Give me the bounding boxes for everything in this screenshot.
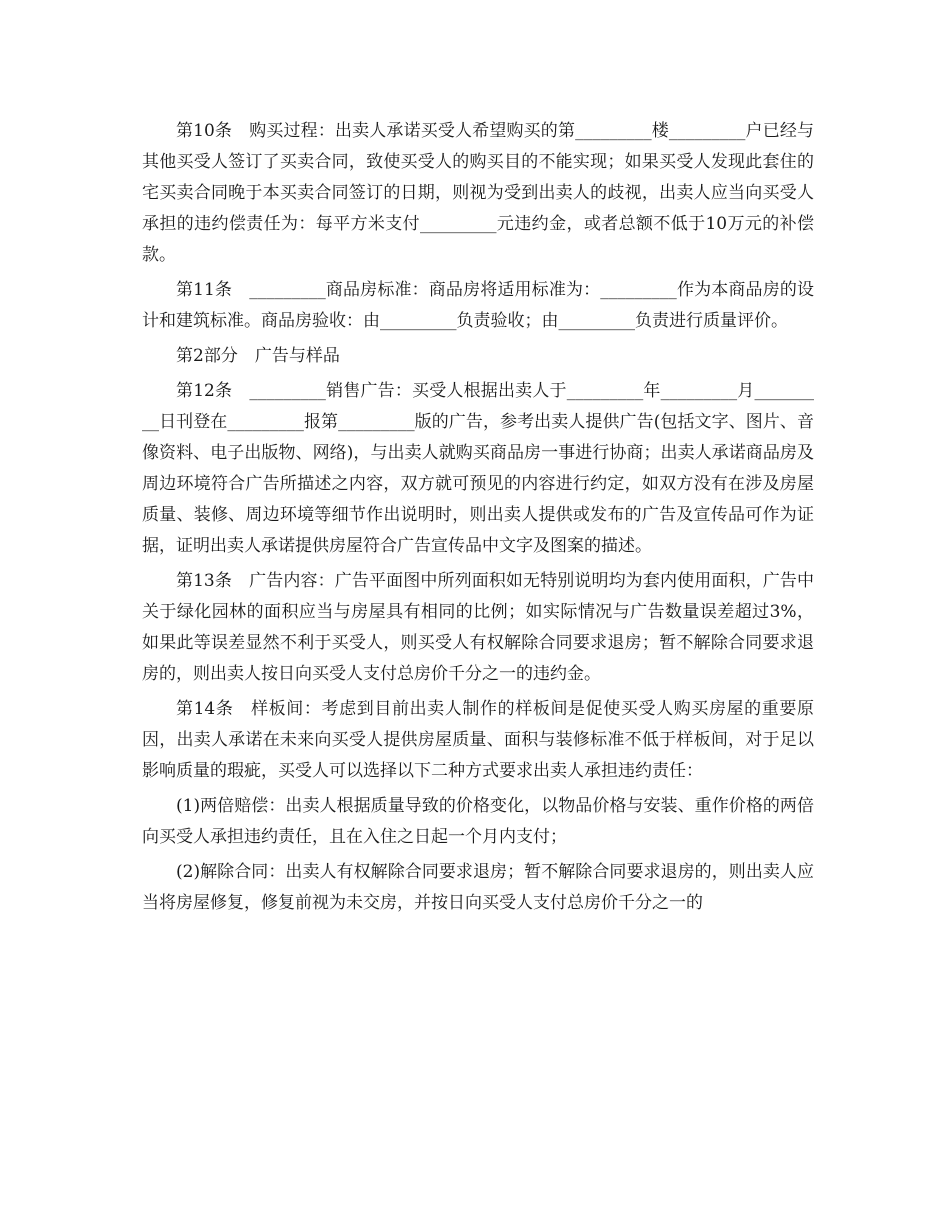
document-page xyxy=(142,116,814,923)
option-2-paragraph: (2)解除合同：出卖人有权解除合同要求退房；暂不解除合同要求退房的，则出卖人应当将房屋修复，修复前视为未交房，并按日向买受人支付总房价千分之一的 xyxy=(142,862,814,913)
clause-10-paragraph: 第10条 购买过程：出卖人承诺买受人希望购买的第_________楼_________户已经与其他买受人签订了买卖合同，致使买受人的购买目的不能实现；如果买受人发现此套住的宅买卖合同晚于本买卖合同签订的日期，则视为受到出卖人的歧视，出卖人应当向买受人承担的违约偿责任为：每平方米支付_________元违约金，或者总额不低于10万元的补偿款。 xyxy=(142,121,814,265)
clause-11-paragraph: 第11条 _________商品房标准：商品房将适用标准为：_________作为本商品房的设计和建筑标准。商品房验收：由_________负责验收；由_________负责进行质量评价。 xyxy=(142,280,814,331)
clause-13-paragraph: 第13条 广告内容：广告平面图中所列面积如无特别说明均为套内使用面积，广告中关于绿化园林的面积应当与房屋具有相同的比例；如实际情况与广告数量误差超过3%，如果此等误差显然不利于买受人，则买受人有权解除合同要求退房；暂不解除合同要求退房的，则出卖人按日向买受人支付总房价千分之一的违约金。 xyxy=(142,571,814,684)
clause-14-paragraph: 第14条 样板间：考虑到目前出卖人制作的样板间是促使买受人购买房屋的重要原因，出卖人承诺在未来向买受人提供房屋质量、面积与装修标准不低于样板间，对于足以影响质量的瑕疵，买受人可以选择以下二种方式要求出卖人承担违约责任： xyxy=(142,699,814,781)
option-1-paragraph: (1)两倍赔偿：出卖人根据质量导致的价格变化，以物品价格与安装、重作价格的两倍向买受人承担违约责任，且在入住之日起一个月内支付； xyxy=(142,796,814,847)
part-2-heading: 第2部分 广告与样品 xyxy=(176,346,340,366)
clause-12-paragraph: 第12条 _________销售广告：买受人根据出卖人于_________年_________月_________日刊登在_________报第_________版的广告，参考出卖人提供广告(包括文字、图片、音像资料、电子出版物、网络)，与出卖人就购买商品房一事进行协商；出卖人承诺商品房及周边环境符合广告所描述之内容，双方就可预见的内容进行约定，如双方没有在涉及房屋质量、装修、周边环境等细节作出说明时，则出卖人提供或发布的广告及宣传品可作为证据，证明出卖人承诺提供房屋符合广告宣传品中文字及图案的描述。 xyxy=(142,381,814,556)
